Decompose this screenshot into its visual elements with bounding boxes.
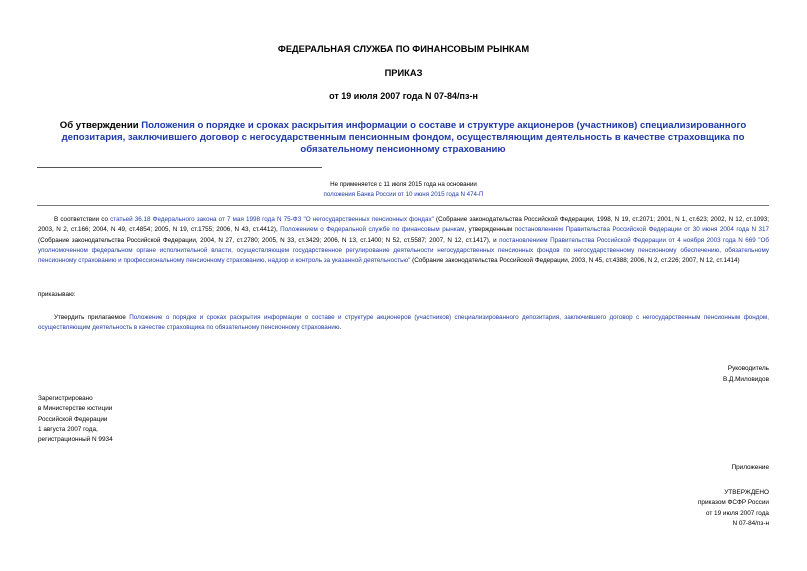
document-type-heading: ПРИКАЗ — [384, 68, 423, 78]
federal-law-link[interactable]: статьей 36.18 Федерального закона от 7 мая 1998 года N 75-ФЗ "О негосударственных пенсионных фондах" — [110, 216, 434, 223]
status-note-link[interactable]: положения Банка России от 10 июня 2015 года N 474-П — [323, 191, 484, 198]
status-divider — [37, 205, 769, 206]
order-paragraph — [38, 313, 769, 334]
status-note-text: Не применяется с 11 июля 2015 года на основании — [330, 181, 477, 188]
registration-line-2: в Министерстве юстиции — [38, 405, 113, 413]
document-title — [42, 120, 764, 155]
approval-block — [698, 488, 769, 530]
order-text-2: . — [339, 324, 342, 332]
preamble-text-1: В соответствии со — [54, 216, 111, 223]
appendix-label: Приложение — [731, 464, 769, 471]
document-date-number: от 19 июля 2007 года N 07-84/пз-н — [329, 91, 478, 101]
order-word: приказываю: — [38, 291, 76, 298]
agency-heading: ФЕДЕРАЛЬНАЯ СЛУЖБА ПО ФИНАНСОВЫМ РЫНКАМ — [277, 44, 530, 54]
approval-date: от 19 июля 2007 года — [705, 509, 769, 517]
signature-name: В.Д.Миловидов — [722, 376, 769, 384]
registration-line-3: Российской Федерации — [38, 415, 108, 423]
government-resolution-317-link[interactable]: постановлением Правительства Российской Федерации от 30 июня 2004 года N 317 — [514, 226, 770, 234]
signature-block — [723, 363, 769, 385]
order-text-1: Утвердить прилагаемое — [54, 314, 130, 321]
signature-position: Руководитель — [727, 365, 769, 372]
title-divider — [37, 167, 322, 168]
approval-by-order: приказом ФСФР России — [697, 499, 769, 507]
preamble-text-4: (Собрание законодательства Российской Федерации, 2004, N 27, ст.2780; 2005, N 33, ст.3429; 2006, N 13, ст.1400; N 52, ст.5587; 2007, N 12, ст.1417), и — [38, 236, 500, 244]
preamble-text-2: (Собрание законодательства Российской Федерации, 1998, N 19, ст.2071; 2001, N 1, ст.623; 2002, N 12, ст.1093; 2003, N 2, ст.166; 2004, N 49, ст.4854; 2005, N 19, ст.1755; 2006, N 43, ст.4412), — [38, 216, 769, 234]
government-resolution-669-link[interactable]: постановлением Правительства Российской Федерации от 4 ноября 2003 года N 669 "Об уполномоченном федеральном органе исполнительной власти, осуществляющем государственное регулирование деятельности негосударственных пенсионных фондов по негосударственному пенсионному обеспечению, обязательному пенсионному страхованию и профессиональному пенсионному страхованию, надзор и контроль за указанной деятельностью" — [38, 236, 769, 265]
registration-line-4: 1 августа 2007 года, — [38, 425, 98, 433]
preamble-paragraph — [38, 215, 769, 266]
registration-line-5: регистрационный N 9934 — [38, 436, 113, 444]
preamble-text-3: , утвержденным — [464, 226, 515, 234]
registration-line-1: Зарегистрировано — [38, 395, 93, 402]
approval-number: N 07-84/пз-н — [732, 520, 769, 528]
title-prefix: Об утверждении — [59, 120, 142, 131]
fsfr-regulation-link[interactable]: Положением о Федеральной службе по финансовым рынкам — [280, 226, 465, 234]
preamble-text-5: (Собрание законодательства Российской Федерации, 2003, N 45, ст.4388; 2006, N 2, ст.226; 2007, N 12, ст.1414) — [410, 257, 740, 265]
registration-block — [38, 394, 113, 445]
approved-regulation-link[interactable]: Положение о порядке и сроках раскрытия информации о составе и структуре акционеров (участников) специализированного депозитария, заключившего договор с негосударственным пенсионным фондом, осуществляющим деятельность в качестве страховщика по обязательному пенсионному страхованию — [38, 314, 770, 332]
approval-title: УТВЕРЖДЕНО — [724, 489, 769, 496]
title-regulation-link[interactable]: Положения о порядке и сроках раскрытия информации о составе и структуре акционеров (участников) специализированного депозитария, заключившего договор с негосударственным пенсионным фондом, осуществляющим деятельность в качестве страховщика по обязательному пенсионному страхованию — [61, 120, 747, 155]
